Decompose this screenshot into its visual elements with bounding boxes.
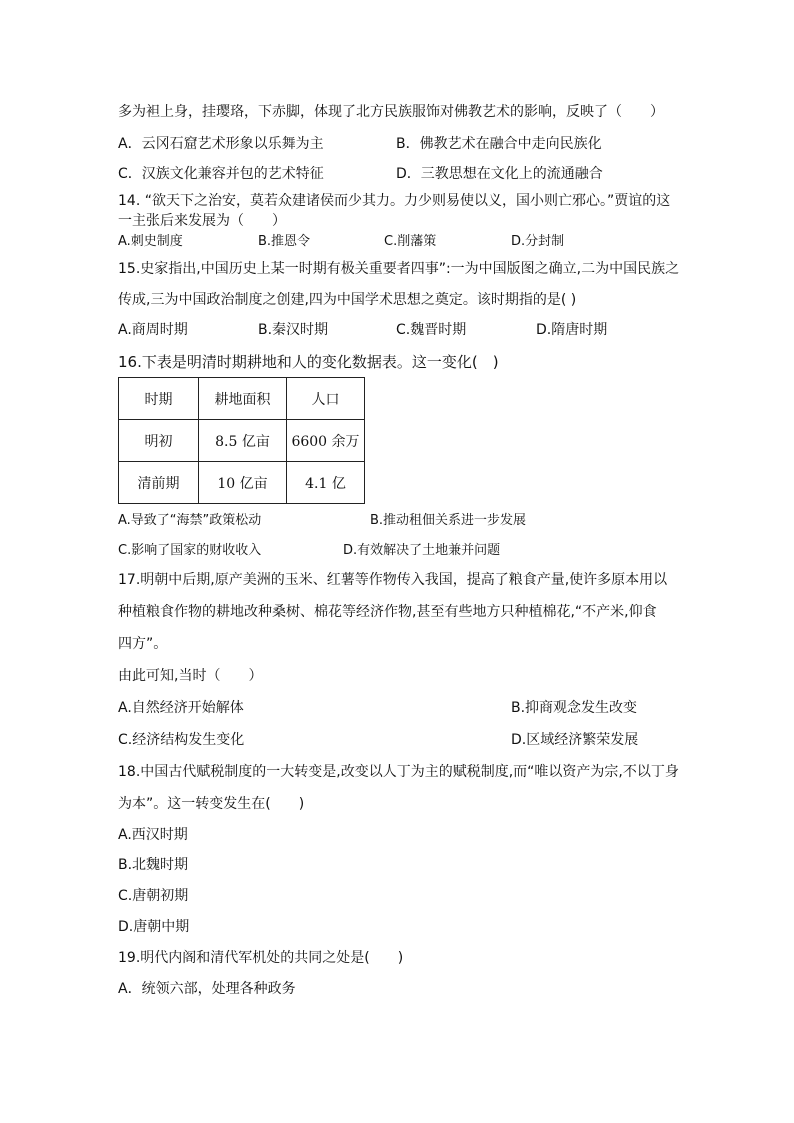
q17-stem-line3: 四方”。 — [118, 636, 168, 652]
table-header-cell: 人口 — [287, 378, 365, 420]
table-cell: 10 亿亩 — [199, 462, 287, 504]
q15-option-c: C.魏晋时期 — [396, 322, 467, 338]
table-row — [119, 420, 365, 462]
q18-stem-line2: 为本”。这一转变发生在( ) — [118, 796, 305, 812]
q19-stem: 19.明代内阁和清代军机处的共同之处是( ) — [118, 950, 404, 966]
q14-option-c: C.削藩策 — [384, 234, 437, 249]
q15-option-a: A.商周时期 — [118, 322, 188, 338]
table-header-row — [119, 378, 365, 420]
q15-stem-line1: 15.史家指出,中国历史上某一时期有极关重要者四事”:一为中国版图之确立,二为中国民族之 — [118, 261, 680, 277]
q16-data-table — [118, 377, 365, 504]
q16-option-d: D.有效解决了土地兼并问题 — [343, 543, 501, 558]
q15-option-b: B.秦汉时期 — [258, 322, 329, 338]
table-header-cell: 时期 — [119, 378, 199, 420]
q15-option-d: D.隋唐时期 — [536, 322, 608, 338]
table-cell: 明初 — [119, 420, 199, 462]
q17-option-a: A.自然经济开始解体 — [118, 700, 244, 716]
q13-option-a: A．云冈石窟艺术形象以乐舞为主 — [118, 136, 324, 152]
q18-stem-line1: 18.中国古代赋税制度的一大转变是,改变以人丁为主的赋税制度,而“唯以资产为宗,不以丁身 — [118, 764, 679, 780]
q16-stem: 16.下表是明清时期耕地和人的变化数据表。这一变化( ) — [118, 353, 499, 371]
q18-option-b: B.北魏时期 — [118, 857, 189, 873]
q16-option-a: A.导致了“海禁”政策松动 — [118, 513, 262, 528]
table-cell: 清前期 — [119, 462, 199, 504]
q17-stem-line2: 种植粮食作物的耕地改种桑树、棉花等经济作物,甚至有些地方只种植棉花,“不产米,仰食 — [118, 604, 657, 620]
q18-option-c: C.唐朝初期 — [118, 888, 189, 904]
q17-option-d: D.区域经济繁荣发展 — [511, 732, 639, 748]
table-row — [119, 462, 365, 504]
q17-option-b: B.抑商观念发生改变 — [511, 700, 638, 716]
q14-option-b: B.推恩令 — [258, 234, 311, 249]
q16-option-c: C.影响了国家的财收收入 — [118, 543, 262, 558]
q16-option-b: B.推动租佃关系进一步发展 — [370, 513, 527, 528]
table-cell: 4.1 亿 — [287, 462, 365, 504]
q14-stem-line1: 14. “欲天下之治安，莫若众建诸侯而少其力。力少则易使以义，国小则亡邪心。”贾谊的这 — [118, 193, 671, 209]
table-header-cell: 耕地面积 — [199, 378, 287, 420]
q13-option-d: D．三教思想在文化上的流通融合 — [396, 166, 603, 182]
q17-stem-line4: 由此可知,当时（ ） — [118, 668, 263, 684]
table-cell: 6600 余万 — [287, 420, 365, 462]
q19-option-a: A．统领六部，处理各种政务 — [118, 981, 296, 997]
q18-option-a: A.西汉时期 — [118, 827, 188, 843]
q17-option-c: C.经济结构发生变化 — [118, 732, 245, 748]
q17-stem-line1: 17.明朝中后期,原产美洲的玉米、红薯等作物传入我国，提高了粮食产量,使许多原本用以 — [118, 572, 668, 588]
q15-stem-line2: 传成,三为中国政治制度之创建,四为中国学术思想之奠定。该时期指的是( ) — [118, 292, 577, 308]
q13-option-b: B．佛教艺术在融合中走向民族化 — [396, 136, 602, 152]
q14-stem-line2: 一主张后来发展为（ ） — [118, 213, 286, 229]
q18-option-d: D.唐朝中期 — [118, 919, 190, 935]
q13-option-c: C．汉族文化兼容并包的艺术特征 — [118, 166, 324, 182]
q14-option-a: A.刺史制度 — [118, 234, 183, 249]
q13-stem-continued: 多为袒上身，挂璎珞，下赤脚，体现了北方民族服饰对佛教艺术的影响，反映了（ ） — [118, 104, 664, 120]
q14-option-d: D.分封制 — [511, 234, 565, 249]
table-cell: 8.5 亿亩 — [199, 420, 287, 462]
